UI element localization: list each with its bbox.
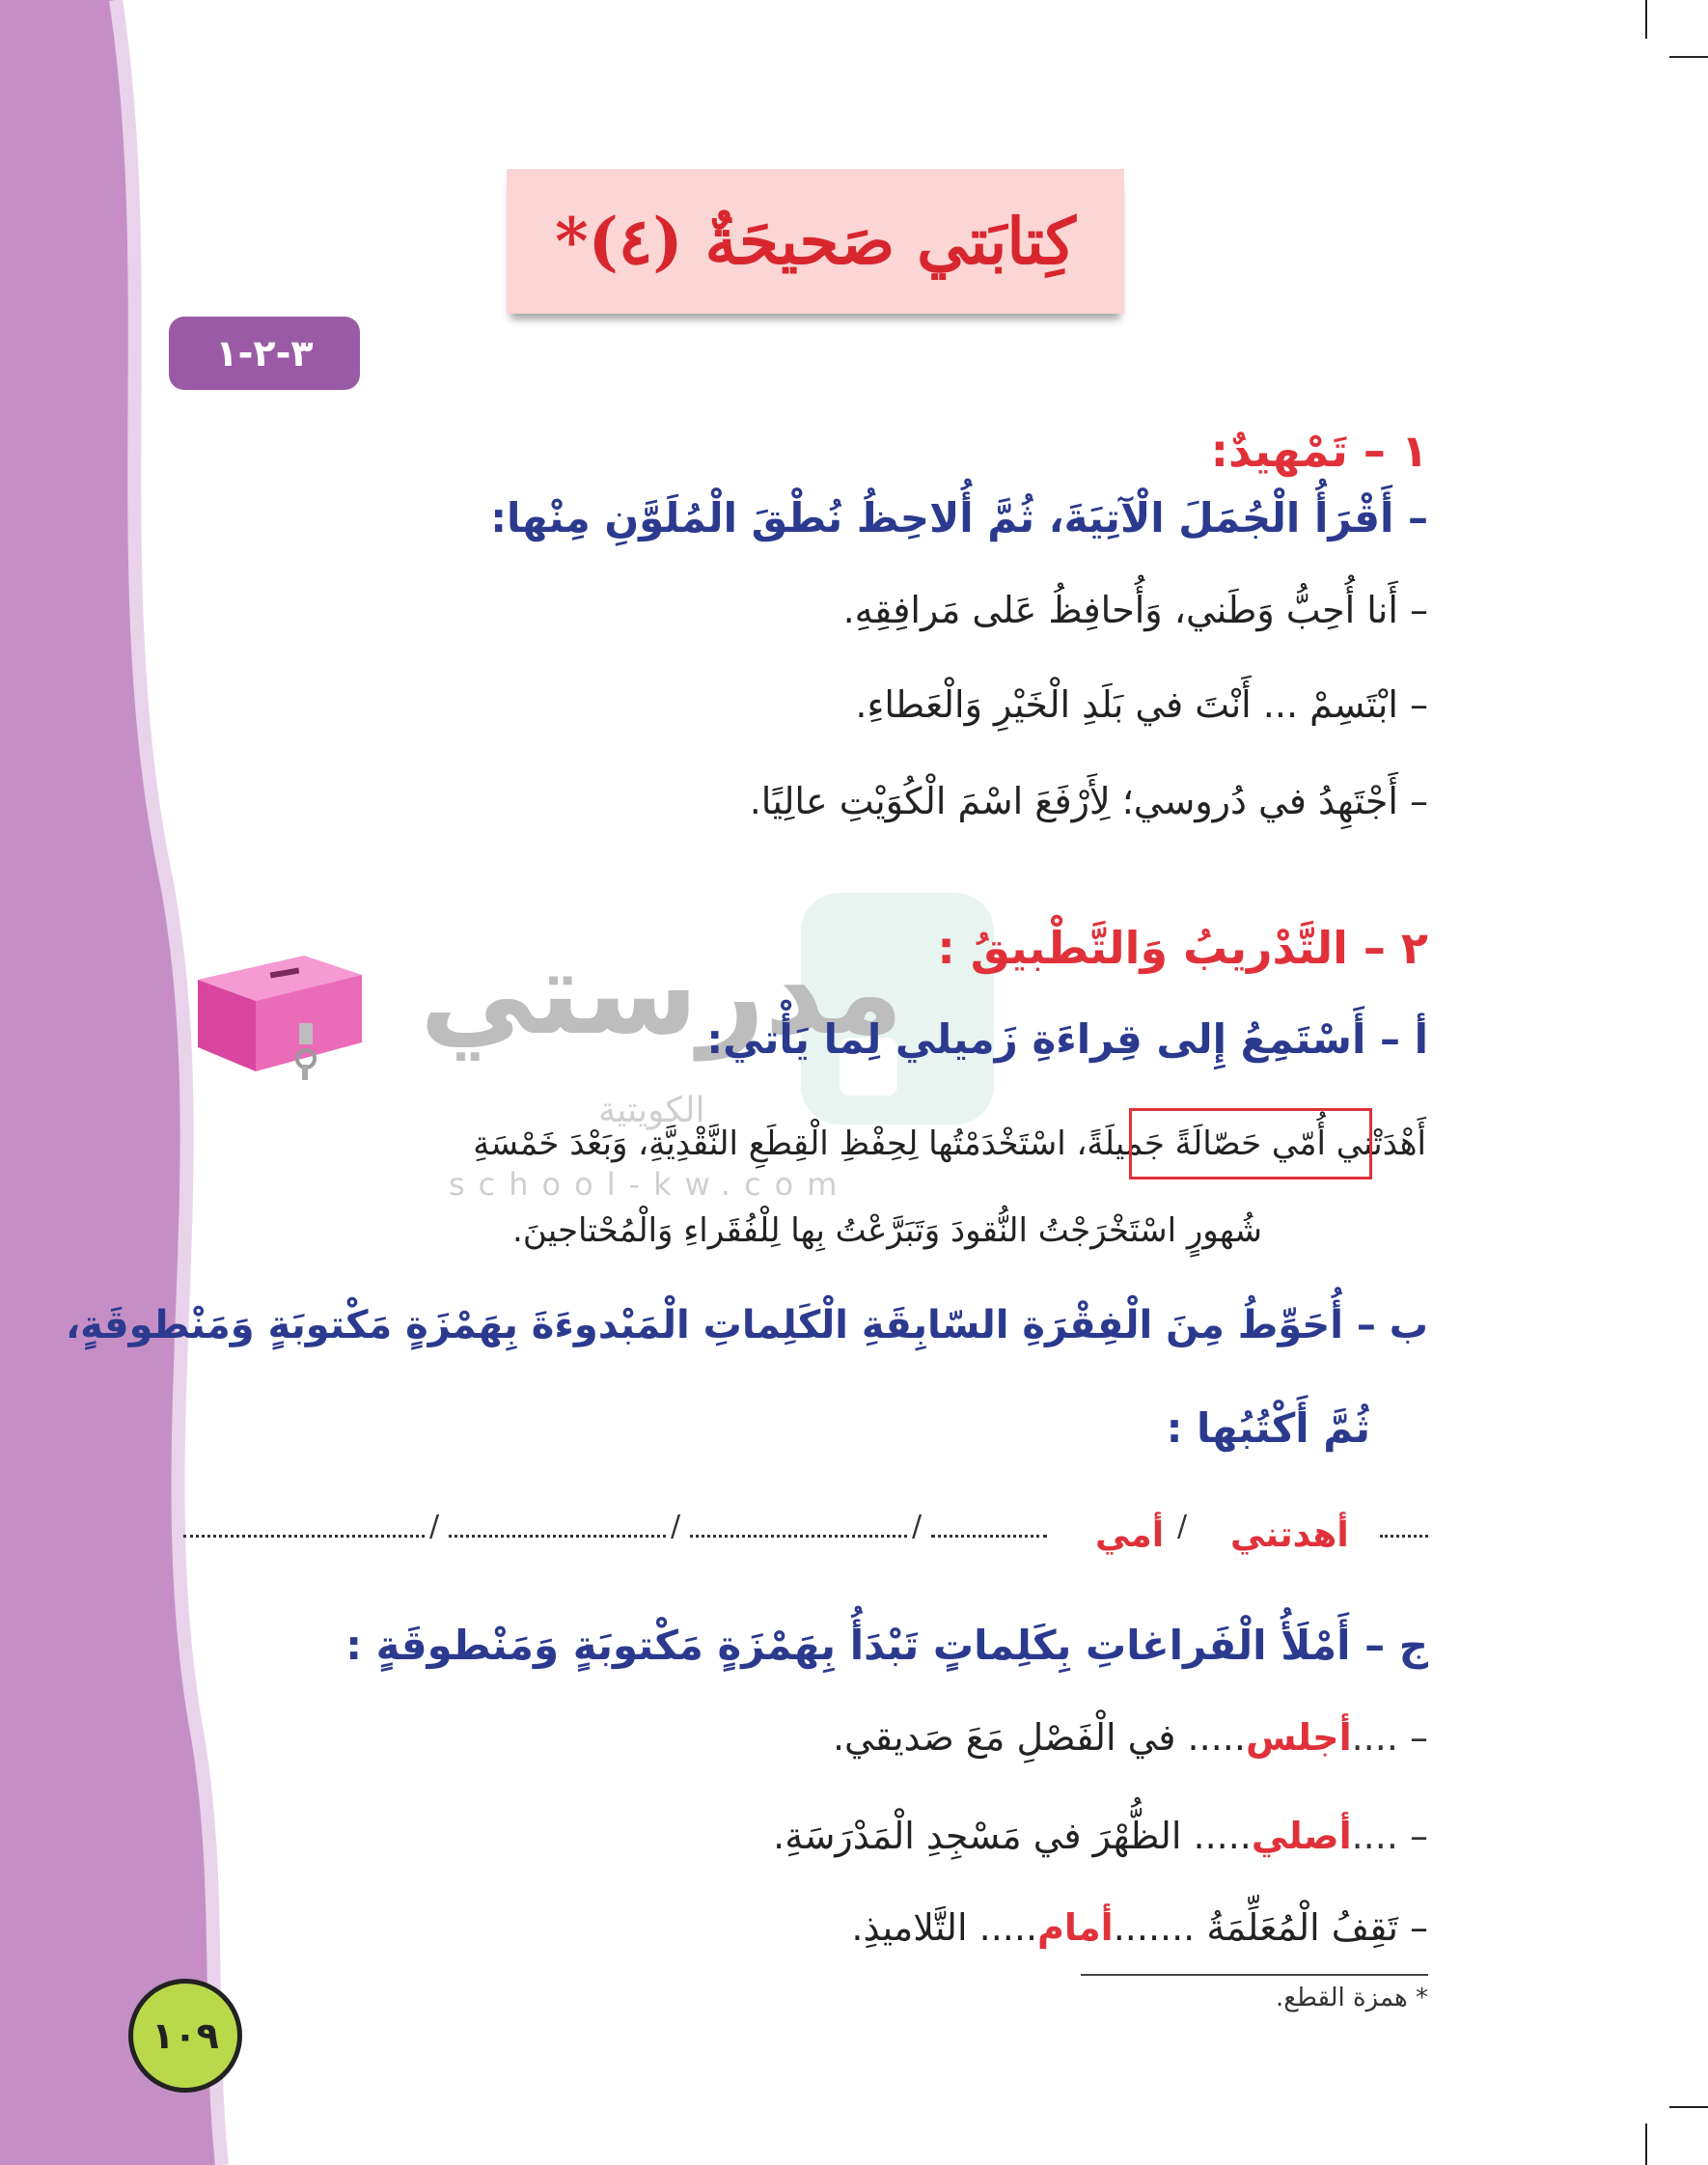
section1-heading: ١ – تَمْهيدٌ: bbox=[1210, 425, 1428, 477]
fill-item-2 bbox=[773, 1815, 1428, 1857]
sentence-2: – ابْتَسِمْ ... أَنْتَ في بَلَدِ الْخَيْرِ وَالْعَطاءِ. bbox=[855, 683, 1428, 726]
fill-item-3 bbox=[851, 1906, 1428, 1949]
footnote: * همزة القطع. bbox=[1276, 1984, 1428, 2012]
page-number-badge: ١٠٩ bbox=[128, 1979, 242, 2093]
paragraph-line-2: شُهورٍ اسْتَخْرَجْتُ النُّقودَ وَتَبَرَّعْتُ بِها لِلْفُقَراءِ وَالْمُحْتاجينَ. bbox=[512, 1211, 1262, 1250]
part-b-instruction-line-1: ب – أُحَوِّطُ مِنَ الْفِقْرَةِ السّابِقَةِ الْكَلِماتِ الْمَبْدوءَةَ بِهَمْزَةٍ مَكْتوبَةٍ وَمَنْطوقَةٍ، bbox=[65, 1303, 1428, 1347]
fill-item-suffix: ..... الظُّهْرَ في مَسْجِدِ الْمَدْرَسَةِ. bbox=[773, 1815, 1252, 1857]
answer-word-1: أهدتني bbox=[1230, 1515, 1349, 1555]
part-c-instruction: ج – أَمْلَأُ الْفَراغاتِ بِكَلِماتٍ تَبْدَأُ بِهَمْزَةٍ مَكْتوبَةٍ وَمَنْطوقَةٍ : bbox=[345, 1622, 1428, 1669]
part-a-instruction: أ – أَسْتَمِعُ إِلى قِراءَةِ زَميلي لِما يَأْتي: bbox=[706, 1015, 1428, 1063]
separator: / bbox=[429, 1510, 440, 1543]
crop-mark bbox=[1669, 2106, 1708, 2108]
answer-row bbox=[183, 1506, 1428, 1564]
sentence-1: – أَنا أُحِبُّ وَطَني، وَأُحافِظُ عَلى مَرافِقِهِ. bbox=[842, 589, 1428, 631]
watermark-sub: الكويتية bbox=[598, 1091, 705, 1130]
fill-item-answer: أصلي bbox=[1251, 1815, 1352, 1857]
crop-mark bbox=[1645, 0, 1647, 39]
cash-box-illustration-icon bbox=[188, 941, 367, 1086]
fill-item-answer: أمام bbox=[1037, 1906, 1114, 1949]
answer-blank[interactable] bbox=[931, 1535, 1047, 1538]
fill-item-answer: أجلس bbox=[1245, 1716, 1352, 1759]
watermark-url: school-kw.com bbox=[449, 1166, 851, 1203]
lesson-tag: ٣-٢-١ bbox=[169, 317, 360, 390]
paragraph-line-1: أَهْدَتْني أُمّي حَصّالَةً جَميلَةً، اسْتَخْدَمْتُها لِحِفْظِ الْقِطَعِ النَّقْدِيَّةِ، وَبَعْدَ خَمْسَةِ bbox=[473, 1124, 1426, 1163]
watermark-brand: مدرستي bbox=[420, 927, 904, 1061]
part-b-instruction-line-2: ثُمَّ أَكْتُبُها : bbox=[1166, 1404, 1370, 1452]
answer-blank[interactable] bbox=[1380, 1535, 1428, 1538]
separator: / bbox=[1177, 1510, 1188, 1543]
highlight-box bbox=[1129, 1108, 1372, 1180]
title-box bbox=[507, 169, 1124, 314]
answer-blank[interactable] bbox=[690, 1535, 907, 1538]
section2-heading: ٢ – التَّدْريبُ وَالتَّطْبيقُ : bbox=[937, 922, 1428, 974]
answer-blank[interactable] bbox=[183, 1535, 425, 1538]
fill-item-suffix: ..... في الْفَصْلِ مَعَ صَديقي. bbox=[832, 1716, 1246, 1759]
fill-item-suffix: ..... التَّلاميذِ. bbox=[851, 1906, 1038, 1949]
page-title: كِتابَتي صَحيحَةٌ (٤)* bbox=[555, 204, 1076, 279]
sentence-3: – أَجْتَهِدُ في دُروسي؛ لِأَرْفَعَ اسْمَ الْكُوَيْتِ عالِيًا. bbox=[749, 780, 1428, 822]
fill-item-1 bbox=[833, 1716, 1428, 1759]
fill-item-prefix: – .... bbox=[1351, 1716, 1428, 1759]
crop-mark bbox=[1669, 56, 1708, 58]
separator: / bbox=[912, 1510, 923, 1543]
section1-instruction: – أَقْرَأُ الْجُمَلَ الْآتِيَةَ، ثُمَّ أُلاحِظُ نُطْقَ الْمُلَوَّنِ مِنْها: bbox=[490, 494, 1428, 541]
crop-mark bbox=[1645, 2123, 1647, 2165]
fill-item-prefix: – تَقِفُ الْمُعَلِّمَةُ ....... bbox=[1113, 1906, 1428, 1949]
separator: / bbox=[671, 1510, 681, 1543]
answer-blank[interactable] bbox=[449, 1535, 666, 1538]
fill-item-prefix: – .... bbox=[1351, 1815, 1428, 1857]
footnote-divider bbox=[1081, 1974, 1428, 1976]
answer-word-2: أمي bbox=[1095, 1515, 1165, 1555]
